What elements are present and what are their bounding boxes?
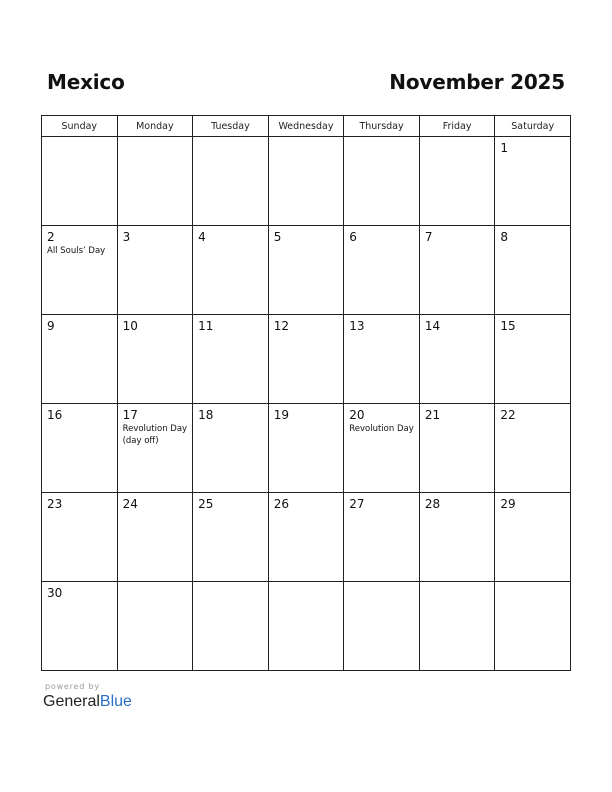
day-cell [344,315,420,404]
day-cell [419,493,495,582]
day-cell [495,582,571,671]
day-number: 26 [273,497,289,511]
day-number: 6 [349,230,357,244]
day-cell [117,404,193,493]
day-number: 28 [424,497,441,511]
day-cell [193,582,269,671]
country-title: Mexico [47,70,125,94]
day-cell [42,137,118,226]
day-cell [193,315,269,404]
day-cell [42,315,118,404]
day-cell [495,315,571,404]
day-cell [419,315,495,404]
day-number: 24 [122,497,138,511]
day-number: 29 [500,497,516,511]
weekday-header: Tuesday [193,116,269,137]
day-cell [193,137,269,226]
day-number: 23 [47,497,63,511]
week-row [42,137,571,226]
day-cell [193,404,269,493]
weekday-header: Sunday [42,116,118,137]
day-cell [193,226,269,315]
day-number: 1 [500,141,509,155]
weekday-header-row [42,116,571,137]
day-cell [419,404,495,493]
week-row [42,404,571,493]
day-cell [344,137,420,226]
weekday-header: Wednesday [268,116,344,137]
day-cell [344,404,420,493]
day-cell [42,582,118,671]
day-number: 15 [500,319,516,333]
day-cell [268,226,344,315]
day-cell [344,493,420,582]
day-cell [193,493,269,582]
month-title: November 2025 [389,70,565,94]
weekday-header: Monday [117,116,193,137]
day-cell [268,315,344,404]
day-cell [42,226,118,315]
day-number: 30 [47,586,63,600]
day-number: 16 [47,408,63,422]
day-number: 5 [273,230,282,244]
day-number: 18 [198,408,214,422]
day-cell [495,226,571,315]
day-number: 27 [349,497,365,511]
holiday-label: Revolution Day [349,424,414,434]
day-cell [495,404,571,493]
day-cell [117,226,193,315]
day-number: 19 [273,408,289,422]
day-number: 25 [198,497,214,511]
generalblue-logo[interactable] [43,693,132,711]
day-number: 9 [47,319,55,333]
day-number: 4 [198,230,206,244]
day-cell [344,582,420,671]
day-cell [268,582,344,671]
day-number: 13 [349,319,365,333]
week-row [42,582,571,671]
day-number: 10 [122,319,138,333]
holiday-label: Revolution Day (day off) [122,424,188,446]
day-number: 2 [47,230,55,244]
day-number: 3 [122,230,131,244]
powered-by-text: powered by [45,682,100,691]
day-cell [419,226,495,315]
day-cell [117,582,193,671]
day-cell [419,582,495,671]
day-number: 21 [424,408,441,422]
day-cell [495,493,571,582]
day-number: 11 [198,319,214,333]
brand-blue: Blue [99,693,132,710]
holiday-label: All Souls’ Day [47,246,106,256]
day-number: 20 [349,408,365,422]
footer-branding[interactable] [43,682,132,711]
weekday-header: Thursday [344,116,420,137]
day-cell [42,493,118,582]
week-row [42,493,571,582]
day-cell [117,137,193,226]
day-number: 22 [500,408,516,422]
calendar-grid [41,115,571,671]
weekday-header: Friday [419,116,495,137]
day-cell [344,226,420,315]
day-cell [268,493,344,582]
day-cell [42,404,118,493]
day-cell [268,137,344,226]
day-number: 8 [500,230,509,244]
day-cell [495,137,571,226]
day-number: 7 [424,230,433,244]
day-cell [117,315,193,404]
brand-general: General [43,693,100,710]
week-row [42,226,571,315]
week-row [42,315,571,404]
day-cell [117,493,193,582]
day-cell [419,137,495,226]
weekday-header: Saturday [495,116,571,137]
day-number: 17 [122,408,138,422]
day-number: 12 [273,319,289,333]
day-number: 14 [424,319,441,333]
day-cell [268,404,344,493]
